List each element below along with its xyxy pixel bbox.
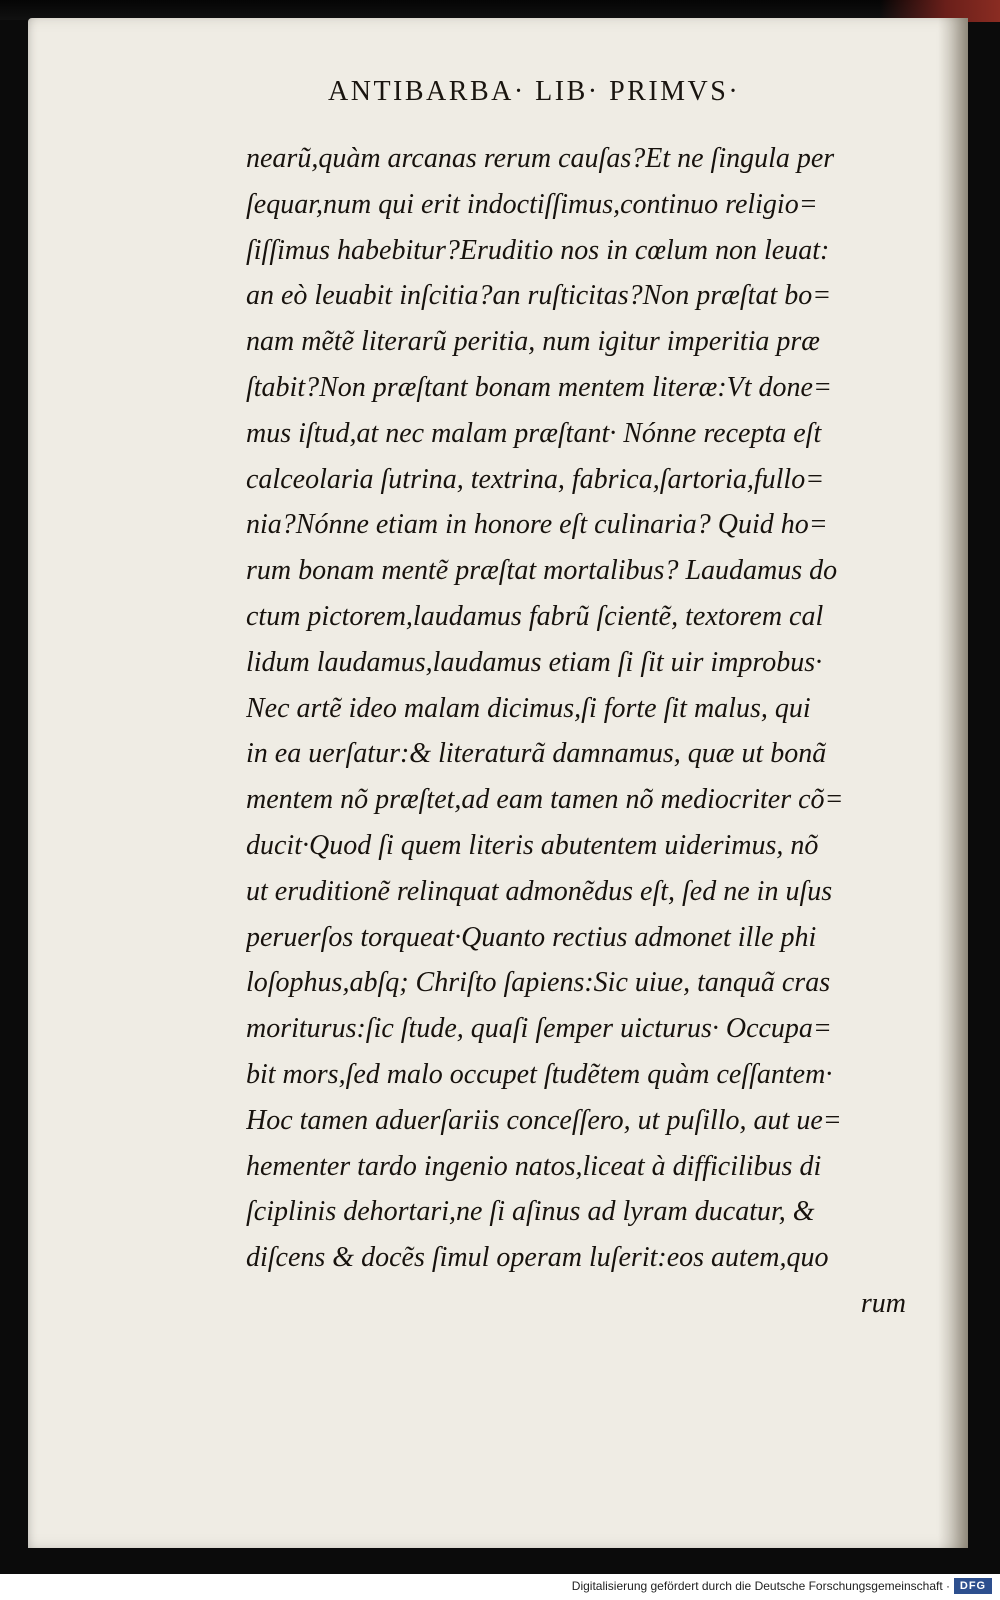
text-line: nam mẽtẽ literarũ peritia, num igitur imperitia præ (246, 326, 820, 358)
text-line: diſcens & docẽs ſimul operam luſerit:eos autem,quo (246, 1242, 829, 1274)
book-page (28, 18, 968, 1548)
text-line: calceolaria ſutrina, textrina, fabrica,ſartoria,fullo= (246, 463, 825, 495)
scan-background-top (0, 0, 1000, 20)
text-line: ſtabit?Non præſtant bonam mentem literæ:Vt done= (246, 371, 832, 403)
text-line: Nec artẽ ideo malam dicimus,ſi forte ſit malus, qui (246, 692, 811, 724)
digitization-footer (0, 1574, 1000, 1600)
text-line: ut eruditionẽ relinquat admonẽdus eſt, ſed ne in uſus (246, 875, 833, 907)
text-line: moriturus:ſic ſtude, quaſi ſemper uicturus· Occupa= (246, 1013, 832, 1045)
dfg-logo-icon: DFG (954, 1578, 992, 1594)
text-line: hementer tardo ingenio natos,liceat à difficilibus di (246, 1150, 822, 1182)
text-line: ſequar,num qui erit indoctiſſimus,continuo religio= (246, 188, 818, 220)
text-line: ſciplinis dehortari,ne ſi aſinus ad lyram ducatur, & (246, 1196, 815, 1228)
text-line: loſophus,abſq; Chriſto ſapiens:Sic uiue, tanquã cras (246, 967, 831, 999)
text-line: nearũ,quàm arcanas rerum cauſas?Et ne ſingula per (246, 143, 835, 174)
catchword: rum (860, 1287, 906, 1319)
text-line: peruerſos torqueat·Quanto rectius admonet ille phi (246, 921, 817, 953)
text-line: rum bonam mentẽ præſtat mortalibus? Laudamus do (246, 555, 838, 587)
text-line: mus iſtud,at nec malam præſtant· Nónne recepta eſt (246, 417, 822, 449)
text-line: ctum pictorem,laudamus fabrũ ſcientẽ, textorem cal (246, 600, 824, 632)
text-line: in ea uerſatur:& literaturã damnamus, quæ ut bonã (246, 738, 827, 770)
text-block (246, 136, 946, 1327)
text-line: ducit·Quod ſi quem literis abutentem uiderimus, nõ (246, 829, 819, 861)
text-line: bit mors,ſed malo occupet ſtudẽtem quàm ceſſantem· (246, 1058, 833, 1090)
text-line: ſiſſimus habebitur?Eruditio nos in cœlum non leuat: (246, 234, 830, 266)
text-line: Hoc tamen aduerſariis conceſſero, ut puſillo, aut ue= (246, 1104, 842, 1136)
text-line: nia?Nónne etiam in honore eſt culinaria? Quid ho= (246, 509, 828, 541)
text-line: lidum laudamus,laudamus etiam ſi ſit uir improbus· (246, 646, 823, 678)
text-line: mentem nõ præſtet,ad eam tamen nõ mediocriter cõ= (246, 784, 844, 816)
footer-credit: Digitalisierung gefördert durch die Deutsche Forschungsgemeinschaft · (571, 1579, 950, 1593)
text-line: an eò leuabit inſcitia?an ruſticitas?Non præſtat bo= (246, 280, 832, 312)
running-head: ANTIBARBA· LIB· PRIMVS· (328, 76, 741, 107)
